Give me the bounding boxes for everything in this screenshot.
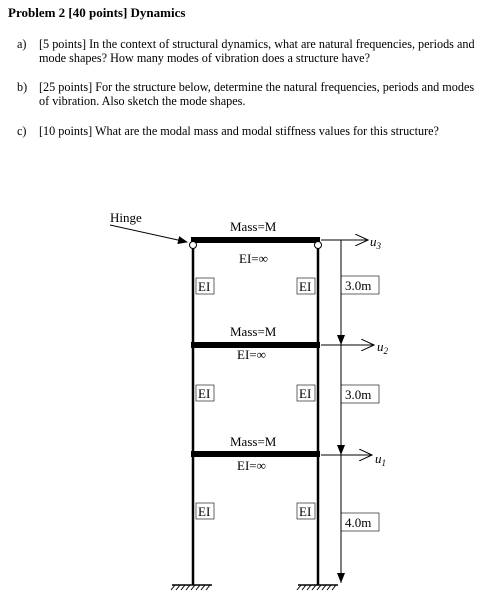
hinge-right xyxy=(315,242,322,249)
question-text: [10 points] What are the modal mass and modal stiffness values for this structure? xyxy=(39,124,439,138)
svg-text:EI: EI xyxy=(198,386,211,401)
question-text: [25 points] For the structure below, determine the natural frequencies, periods and modes of vibration. Also sketch the mode shapes. xyxy=(39,80,475,108)
svg-text:EI: EI xyxy=(198,504,211,519)
mass-label-top: Mass=M xyxy=(230,219,277,234)
beam-ei-top: EI=∞ xyxy=(239,251,268,266)
beam-ei-bottom: EI=∞ xyxy=(237,458,266,473)
story-height-3 xyxy=(341,513,379,531)
column-label-l2 xyxy=(196,385,214,401)
dof-label-u1: $u_1$ xyxy=(375,451,386,468)
question-text: [5 points] In the context of structural dynamics, what are natural frequencies, periods and mode shapes? How many modes of vibration does a structure have? xyxy=(39,37,475,65)
fixed-support-right xyxy=(297,585,338,590)
column-label-r3 xyxy=(297,503,315,519)
beam-top xyxy=(191,237,320,243)
svg-text:3.0m: 3.0m xyxy=(345,278,372,293)
hinge-pointer xyxy=(110,225,187,242)
question-label: a) xyxy=(17,37,27,51)
problem-title: Problem 2 [40 points] Dynamics xyxy=(8,5,186,20)
question-label: c) xyxy=(17,124,27,138)
beam-ei-middle: EI=∞ xyxy=(237,347,266,362)
svg-text:EI: EI xyxy=(299,279,312,294)
question-label: b) xyxy=(17,80,28,94)
column-label-r2 xyxy=(297,385,315,401)
mass-label-bottom: Mass=M xyxy=(230,434,277,449)
story-height-2 xyxy=(341,385,379,403)
hinge-left xyxy=(190,242,197,249)
column-label-l1 xyxy=(196,278,214,294)
svg-text:EI: EI xyxy=(299,386,312,401)
dof-label-u3: $u_3$ xyxy=(370,234,381,251)
dof-label-u2: $u_2$ xyxy=(377,339,388,356)
column-label-r1 xyxy=(297,278,315,294)
column-label-l3 xyxy=(196,503,214,519)
fixed-support-left xyxy=(171,585,212,590)
svg-text:EI: EI xyxy=(299,504,312,519)
svg-text:EI: EI xyxy=(198,279,211,294)
story-height-1 xyxy=(341,276,379,294)
mass-label-middle: Mass=M xyxy=(230,324,277,339)
hinge-label: Hinge xyxy=(110,210,142,225)
svg-text:3.0m: 3.0m xyxy=(345,387,372,402)
svg-text:4.0m: 4.0m xyxy=(345,515,372,530)
beam-bottom xyxy=(191,451,320,457)
